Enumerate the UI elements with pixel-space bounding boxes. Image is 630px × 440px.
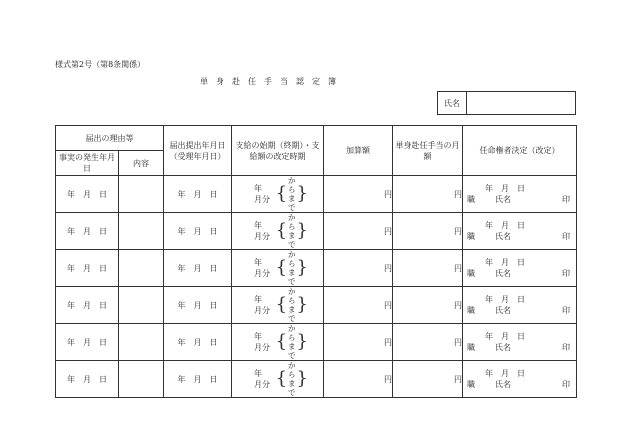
appointer-name-label: 氏名 — [495, 306, 511, 315]
appointer-date: 年 月 日 — [485, 221, 525, 230]
month-part-text: 年 月分 — [254, 184, 270, 204]
content-cell[interactable] — [119, 176, 164, 213]
to-text: まで — [288, 268, 296, 286]
monthly-amount-cell[interactable]: 円 — [393, 361, 463, 398]
header-payment-period: 支給の始期（終期）・支給額の改定時期 — [232, 126, 324, 176]
table-row — [56, 324, 577, 361]
payment-period-cell[interactable] — [232, 324, 324, 361]
from-text: から — [288, 324, 296, 342]
form-number-label: 様式第2号（第8条関係） — [55, 60, 146, 69]
monthly-amount-cell[interactable]: 円 — [393, 213, 463, 250]
to-text: まで — [288, 379, 296, 397]
submission-date-cell[interactable]: 年 月 日 — [164, 250, 232, 287]
seal-label: 印 — [562, 232, 570, 241]
table-row — [56, 213, 577, 250]
from-text: から — [288, 213, 296, 231]
submission-date-cell[interactable]: 年 月 日 — [164, 213, 232, 250]
header-content: 内容 — [119, 151, 164, 176]
from-text: から — [288, 361, 296, 379]
table-row — [56, 287, 577, 324]
header-submission-date: 届出提出年月日（受理年月日） — [164, 126, 232, 176]
month-part-text: 年 月分 — [254, 295, 270, 315]
appointer-name-label: 氏名 — [495, 343, 511, 352]
content-cell[interactable] — [119, 361, 164, 398]
to-text: まで — [288, 231, 296, 249]
appointer-title: 職 — [467, 195, 475, 204]
payment-period-cell[interactable] — [232, 176, 324, 213]
to-text: まで — [288, 194, 296, 212]
appointer-date: 年 月 日 — [485, 258, 525, 267]
fact-date-cell[interactable]: 年 月 日 — [56, 287, 119, 324]
from-to-bracket: { から まで } — [275, 287, 308, 323]
table-row — [56, 361, 577, 398]
submission-date-cell[interactable]: 年 月 日 — [164, 324, 232, 361]
appointer-title: 職 — [467, 269, 475, 278]
from-to-bracket: { から まで } — [275, 361, 308, 397]
from-text: から — [288, 250, 296, 268]
header-monthly-amount: 単身赴任手当の月額 — [393, 126, 463, 176]
name-box — [437, 91, 576, 115]
from-text: から — [288, 176, 296, 194]
appointer-name-label: 氏名 — [495, 195, 511, 204]
monthly-amount-cell[interactable]: 円 — [393, 324, 463, 361]
to-text: まで — [288, 342, 296, 360]
appointer-cell[interactable] — [463, 213, 577, 250]
appointer-cell[interactable] — [463, 361, 577, 398]
appointer-name-label: 氏名 — [495, 269, 511, 278]
appointer-date: 年 月 日 — [485, 295, 525, 304]
seal-label: 印 — [562, 343, 570, 352]
appointer-title: 職 — [467, 232, 475, 241]
seal-label: 印 — [562, 380, 570, 389]
from-to-bracket: { から まで } — [275, 250, 308, 286]
table-row — [56, 250, 577, 287]
addition-cell[interactable]: 円 — [324, 250, 393, 287]
to-text: まで — [288, 305, 296, 323]
appointer-title: 職 — [467, 380, 475, 389]
seal-label: 印 — [562, 195, 570, 204]
month-part-text: 年 月分 — [254, 221, 270, 241]
content-cell[interactable] — [119, 287, 164, 324]
submission-date-cell[interactable]: 年 月 日 — [164, 361, 232, 398]
monthly-amount-cell[interactable]: 円 — [393, 250, 463, 287]
appointer-date: 年 月 日 — [485, 369, 525, 378]
header-addition: 加算額 — [324, 126, 393, 176]
appointer-cell[interactable] — [463, 176, 577, 213]
addition-cell[interactable]: 円 — [324, 324, 393, 361]
monthly-amount-cell[interactable]: 円 — [393, 176, 463, 213]
monthly-amount-cell[interactable]: 円 — [393, 287, 463, 324]
month-part-text: 年 月分 — [254, 332, 270, 352]
payment-period-cell[interactable] — [232, 213, 324, 250]
addition-cell[interactable]: 円 — [324, 213, 393, 250]
appointer-date: 年 月 日 — [485, 184, 525, 193]
addition-cell[interactable]: 円 — [324, 176, 393, 213]
fact-date-cell[interactable]: 年 月 日 — [56, 250, 119, 287]
submission-date-cell[interactable]: 年 月 日 — [164, 287, 232, 324]
content-cell[interactable] — [119, 213, 164, 250]
page-title: 単 身 赴 任 手 当 認 定 簿 — [200, 77, 336, 86]
appointer-cell[interactable] — [463, 324, 577, 361]
appointer-title: 職 — [467, 306, 475, 315]
month-part-text: 年 月分 — [254, 258, 270, 278]
appointer-cell[interactable] — [463, 250, 577, 287]
fact-date-cell[interactable]: 年 月 日 — [56, 213, 119, 250]
from-to-bracket: { から まで } — [275, 324, 308, 360]
payment-period-cell[interactable] — [232, 361, 324, 398]
name-label: 氏名 — [438, 92, 467, 114]
addition-cell[interactable]: 円 — [324, 361, 393, 398]
addition-cell[interactable]: 円 — [324, 287, 393, 324]
appointer-cell[interactable] — [463, 287, 577, 324]
table-row — [56, 176, 577, 213]
from-text: から — [288, 287, 296, 305]
submission-date-cell[interactable]: 年 月 日 — [164, 176, 232, 213]
fact-date-cell[interactable]: 年 月 日 — [56, 361, 119, 398]
appointer-title: 職 — [467, 343, 475, 352]
fact-date-cell[interactable]: 年 月 日 — [56, 176, 119, 213]
month-part-text: 年 月分 — [254, 369, 270, 389]
header-fact-date: 事実の発生年月日 — [56, 151, 119, 176]
payment-period-cell[interactable] — [232, 287, 324, 324]
payment-period-cell[interactable] — [232, 250, 324, 287]
from-to-bracket: { から まで } — [275, 176, 308, 212]
appointer-name-label: 氏名 — [495, 232, 511, 241]
header-reason-group: 届出の理由等 — [56, 126, 164, 151]
seal-label: 印 — [562, 269, 570, 278]
appointer-name-label: 氏名 — [495, 380, 511, 389]
appointer-date: 年 月 日 — [485, 332, 525, 341]
fact-date-cell[interactable]: 年 月 日 — [56, 324, 119, 361]
content-cell[interactable] — [119, 250, 164, 287]
seal-label: 印 — [562, 306, 570, 315]
allowance-register-table — [55, 125, 577, 398]
from-to-bracket: { から まで } — [275, 213, 308, 249]
header-appointer: 任命権者決定（改定） — [463, 126, 577, 176]
content-cell[interactable] — [119, 324, 164, 361]
